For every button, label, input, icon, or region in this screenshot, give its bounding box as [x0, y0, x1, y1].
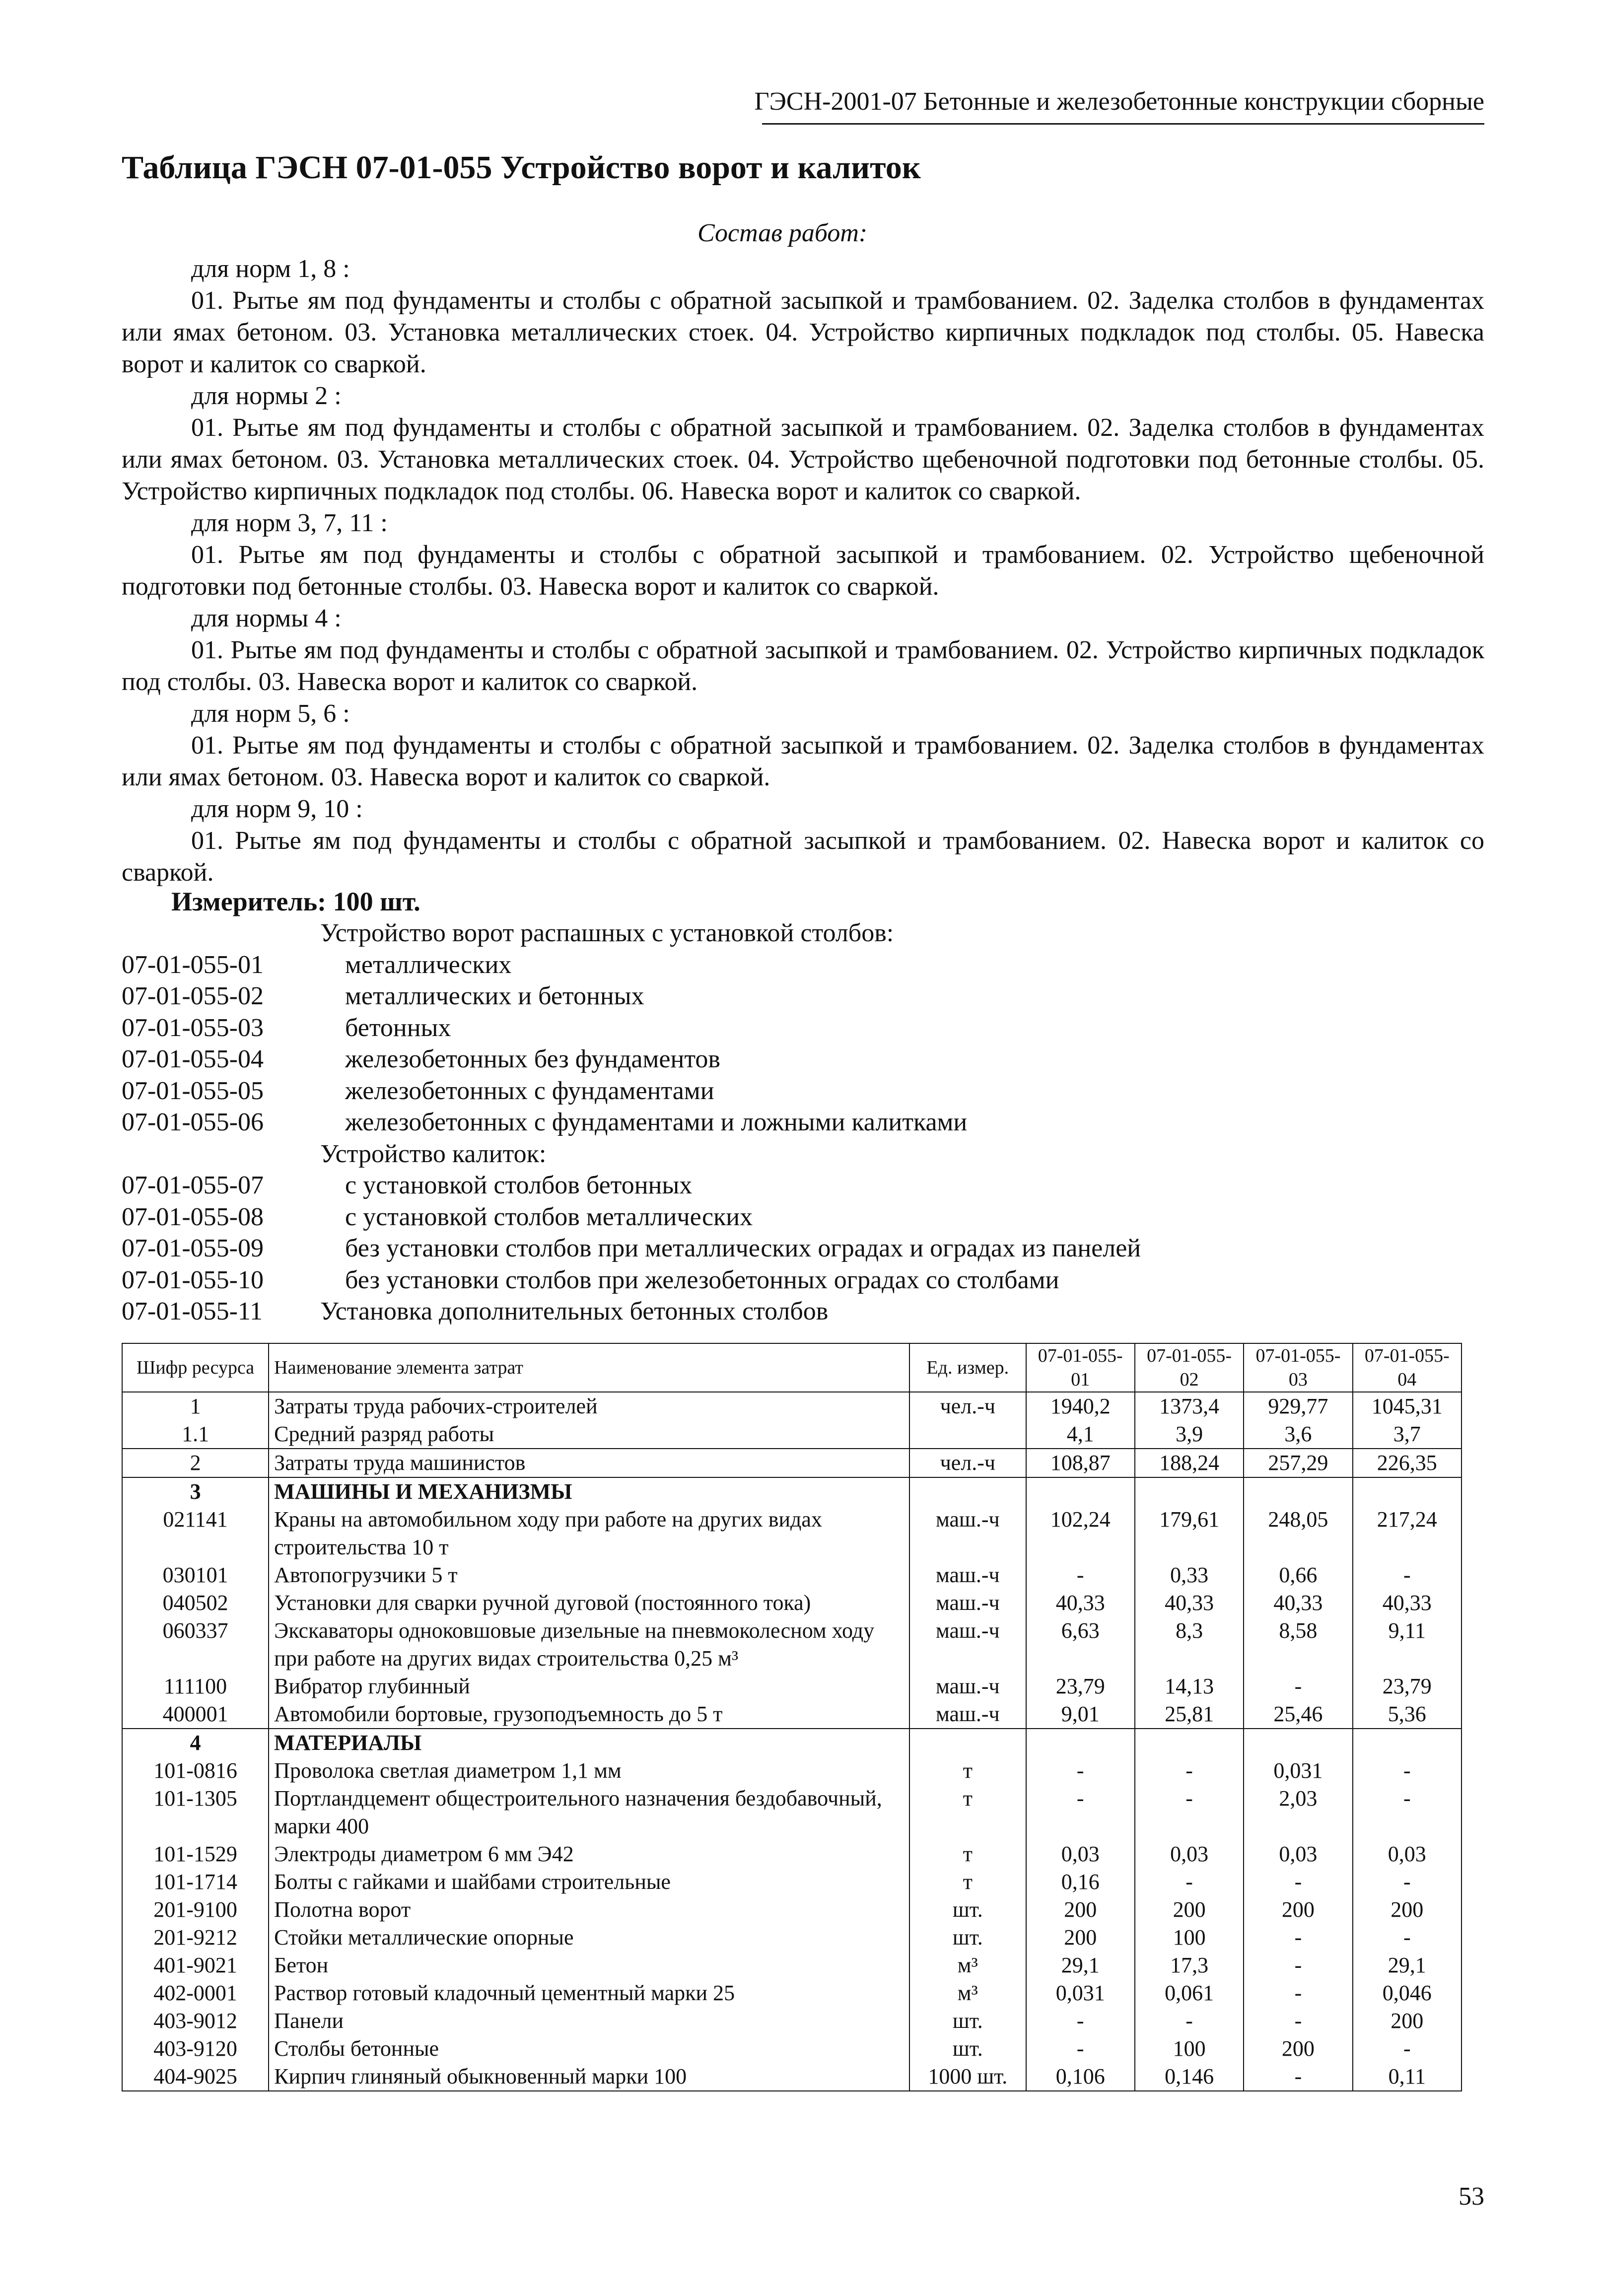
resource-unit: чел.-ч	[909, 1449, 1026, 1477]
table-row	[122, 1617, 1462, 1672]
code-list-item	[122, 1296, 1484, 1327]
resource-value: 0,146	[1135, 2063, 1244, 2091]
table-row	[122, 1672, 1462, 1700]
resource-value: 0,106	[1026, 2063, 1135, 2091]
resource-code: 101-0816	[122, 1757, 269, 1785]
norm-description: Устройство ворот распашных с установкой столбов:	[320, 919, 894, 947]
resource-code: 101-1529	[122, 1840, 269, 1868]
resource-value: 0,03	[1244, 1840, 1352, 1868]
resource-name: Кирпич глиняный обыкновенный марки 100	[269, 2063, 909, 2091]
resource-code: 1	[122, 1392, 269, 1420]
resource-value: 25,81	[1135, 1700, 1244, 1729]
resource-value: 200	[1244, 1896, 1352, 1924]
resource-unit: маш.-ч	[909, 1672, 1026, 1700]
resource-unit: шт.	[909, 2035, 1026, 2063]
resource-value: 29,1	[1353, 1951, 1462, 1979]
works-norm-label: для норм 1, 8 :	[191, 255, 350, 283]
resource-code: 060337	[122, 1617, 269, 1672]
resource-value: 40,33	[1026, 1589, 1135, 1617]
resource-value: 188,24	[1135, 1449, 1244, 1477]
resource-value: 40,33	[1244, 1589, 1352, 1617]
resource-value: 0,03	[1026, 1840, 1135, 1868]
table-row	[122, 1561, 1462, 1589]
resource-code: 030101	[122, 1561, 269, 1589]
code-list	[122, 917, 1484, 1327]
running-header: ГЭСН-2001-07 Бетонные и железобетонные конструкции сборные	[754, 87, 1484, 116]
resource-code: 403-9120	[122, 2035, 269, 2063]
resource-value: 0,031	[1026, 1979, 1135, 2007]
resource-value	[1135, 1477, 1244, 1506]
resource-value: -	[1026, 1561, 1135, 1589]
resource-name: Болты с гайками и шайбами строительные	[269, 1868, 909, 1896]
resource-unit: м³	[909, 1951, 1026, 1979]
resource-value: -	[1353, 1561, 1462, 1589]
table-row	[122, 1589, 1462, 1617]
resource-unit: т	[909, 1840, 1026, 1868]
works-norm-label: для норм 5, 6 :	[191, 699, 350, 728]
table-row	[122, 1449, 1462, 1477]
resource-value: 100	[1135, 2035, 1244, 2063]
resource-value: 0,11	[1353, 2063, 1462, 2091]
code-list-item	[122, 949, 1484, 981]
table-row	[122, 1729, 1462, 1757]
resource-value: 8,3	[1135, 1617, 1244, 1672]
norm-code: 07-01-055-06	[122, 1108, 264, 1136]
resource-unit: маш.-ч	[909, 1506, 1026, 1561]
resource-value	[1353, 1729, 1462, 1757]
resource-value: 200	[1353, 1896, 1462, 1924]
resource-code: 404-9025	[122, 2063, 269, 2091]
table-row	[122, 1757, 1462, 1785]
norm-code: 07-01-055-07	[122, 1171, 264, 1199]
resource-value: 23,79	[1026, 1672, 1135, 1700]
resource-value: 929,77	[1244, 1392, 1352, 1420]
resource-value: 108,87	[1026, 1449, 1135, 1477]
resource-value: 25,46	[1244, 1700, 1352, 1729]
resource-name: Портландцемент общестроительного назначения бездобавочный, марки 400	[269, 1785, 909, 1840]
resource-value	[1026, 1477, 1135, 1506]
resource-value: -	[1244, 1672, 1352, 1700]
resource-unit: т	[909, 1757, 1026, 1785]
code-list-item	[122, 1075, 1484, 1107]
code-list-item	[122, 1138, 1484, 1170]
resource-code: 402-0001	[122, 1979, 269, 2007]
resource-code: 021141	[122, 1506, 269, 1561]
resource-value: 102,24	[1026, 1506, 1135, 1561]
resource-code: 040502	[122, 1589, 269, 1617]
resource-unit: шт.	[909, 1924, 1026, 1951]
resource-value: 1045,31	[1353, 1392, 1462, 1420]
resource-value: -	[1244, 1951, 1352, 1979]
resource-unit	[909, 1477, 1026, 1506]
resource-value: -	[1353, 1757, 1462, 1785]
works-norm-label: для норм 9, 10 :	[191, 795, 363, 823]
code-list-item	[122, 1233, 1484, 1264]
resource-value: 40,33	[1135, 1589, 1244, 1617]
header-norm-04: 07-01-055-04	[1353, 1343, 1462, 1392]
norm-description: железобетонных с фундаментами	[345, 1076, 714, 1105]
resource-value: -	[1135, 1868, 1244, 1896]
resource-value: 200	[1353, 2007, 1462, 2035]
resource-value: 248,05	[1244, 1506, 1352, 1561]
code-list-item	[122, 917, 1484, 949]
resource-name: Проволока светлая диаметром 1,1 мм	[269, 1757, 909, 1785]
table-row	[122, 1477, 1462, 1506]
resource-name: Стойки металлические опорные	[269, 1924, 909, 1951]
resource-value: -	[1026, 2007, 1135, 2035]
table-row	[122, 1420, 1462, 1449]
header-norm-02: 07-01-055-02	[1135, 1343, 1244, 1392]
resource-value: 3,9	[1135, 1420, 1244, 1449]
norm-code: 07-01-055-08	[122, 1202, 264, 1231]
code-list-item	[122, 1012, 1484, 1044]
resource-unit: маш.-ч	[909, 1700, 1026, 1729]
resource-code: 201-9100	[122, 1896, 269, 1924]
norm-code: 07-01-055-03	[122, 1013, 264, 1042]
resource-unit: маш.-ч	[909, 1617, 1026, 1672]
code-list-item	[122, 1264, 1484, 1296]
resource-value: 200	[1244, 2035, 1352, 2063]
resource-value: -	[1244, 1979, 1352, 2007]
norm-description: без установки столбов при железобетонных оградах со столбами	[345, 1265, 1059, 1294]
header-code: Шифр ресурса	[122, 1343, 269, 1392]
works-norm-label: для нормы 2 :	[191, 382, 342, 410]
resource-unit	[909, 1729, 1026, 1757]
resource-unit: 1000 шт.	[909, 2063, 1026, 2091]
works-norm-text: 01. Рытье ям под фундаменты и столбы с обратной засыпкой и трамбованием. 02. Устройство щебеночной подготовки под бетонные столбы. 03. Навеска ворот и калиток со сваркой.	[122, 541, 1484, 601]
resource-value: 6,63	[1026, 1617, 1135, 1672]
resource-name: Бетон	[269, 1951, 909, 1979]
norm-description: с установкой столбов бетонных	[345, 1171, 693, 1199]
code-list-item	[122, 1201, 1484, 1233]
resource-code: 101-1714	[122, 1868, 269, 1896]
header-norm-03: 07-01-055-03	[1244, 1343, 1352, 1392]
resource-name: Средний разряд работы	[269, 1420, 909, 1449]
resource-name: Краны на автомобильном ходу при работе на других видах строительства 10 т	[269, 1506, 909, 1561]
norm-code: 07-01-055-11	[122, 1297, 263, 1325]
resource-name: Панели	[269, 2007, 909, 2035]
resource-value: -	[1026, 2035, 1135, 2063]
norm-description: бетонных	[345, 1013, 451, 1042]
resource-value: 0,046	[1353, 1979, 1462, 2007]
resource-value: -	[1353, 1924, 1462, 1951]
table-body	[122, 1392, 1462, 2091]
resource-table	[122, 1343, 1462, 2091]
norm-code: 07-01-055-04	[122, 1045, 264, 1073]
table-row	[122, 2007, 1462, 2035]
code-list-item	[122, 980, 1484, 1012]
resource-unit: шт.	[909, 2007, 1026, 2035]
resource-name: Затраты труда машинистов	[269, 1449, 909, 1477]
resource-value: 4,1	[1026, 1420, 1135, 1449]
resource-value: -	[1135, 1785, 1244, 1840]
resource-value: 217,24	[1353, 1506, 1462, 1561]
resource-name: Затраты труда рабочих-строителей	[269, 1392, 909, 1420]
resource-name: Электроды диаметром 6 мм Э42	[269, 1840, 909, 1868]
table-row	[122, 1506, 1462, 1561]
resource-value: 0,33	[1135, 1561, 1244, 1589]
resource-value: 100	[1135, 1924, 1244, 1951]
table-row	[122, 1868, 1462, 1896]
resource-value	[1026, 1729, 1135, 1757]
norm-description: железобетонных с фундаментами и ложными калитками	[345, 1108, 968, 1136]
table-row	[122, 1785, 1462, 1840]
table-row	[122, 1392, 1462, 1420]
norm-code	[122, 917, 320, 949]
resource-value	[1353, 1477, 1462, 1506]
resource-value: 2,03	[1244, 1785, 1352, 1840]
norm-code: 07-01-055-09	[122, 1234, 264, 1262]
norm-description: металлических и бетонных	[345, 982, 644, 1010]
resource-value: 9,01	[1026, 1700, 1135, 1729]
resource-value: 200	[1026, 1896, 1135, 1924]
works-norm-label: для нормы 4 :	[191, 604, 342, 632]
resource-unit: т	[909, 1785, 1026, 1840]
table-title: Таблица ГЭСН 07-01-055 Устройство ворот и калиток	[122, 149, 921, 186]
norm-code: 07-01-055-01	[122, 950, 264, 979]
resource-value: 40,33	[1353, 1589, 1462, 1617]
resource-name: Полотна ворот	[269, 1896, 909, 1924]
code-list-item	[122, 1170, 1484, 1201]
table-header-row	[122, 1343, 1462, 1392]
resource-value: 226,35	[1353, 1449, 1462, 1477]
resource-value: -	[1353, 2035, 1462, 2063]
norm-description: Устройство калиток:	[320, 1139, 547, 1168]
resource-value: 23,79	[1353, 1672, 1462, 1700]
resource-unit: шт.	[909, 1896, 1026, 1924]
norm-code: 07-01-055-02	[122, 982, 264, 1010]
resource-unit: т	[909, 1868, 1026, 1896]
table-row	[122, 1700, 1462, 1729]
header-name: Наименование элемента затрат	[269, 1343, 909, 1392]
resource-unit: маш.-ч	[909, 1561, 1026, 1589]
table-row	[122, 1924, 1462, 1951]
resource-value: 29,1	[1026, 1951, 1135, 1979]
works-norm-text: 01. Рытье ям под фундаменты и столбы с обратной засыпкой и трамбованием. 02. Устройство кирпичных подкладок под столбы. 03. Навеска ворот и калиток со сваркой.	[122, 636, 1484, 696]
works-norm-text: 01. Рытье ям под фундаменты и столбы с обратной засыпкой и трамбованием. 02. Заделка столбов в фундаментах или ямах бетоном. 03. Навеска ворот и калиток со сваркой.	[122, 731, 1484, 791]
resource-value: 3,6	[1244, 1420, 1352, 1449]
norm-code: 07-01-055-10	[122, 1265, 264, 1294]
works-list	[122, 253, 1484, 889]
resource-code: 401-9021	[122, 1951, 269, 1979]
norm-description: без установки столбов при металлических оградах и оградах из панелей	[345, 1234, 1141, 1262]
resource-value	[1244, 1477, 1352, 1506]
norm-description: металлических	[345, 950, 512, 979]
resource-code: 1.1	[122, 1420, 269, 1449]
resource-value: 8,58	[1244, 1617, 1352, 1672]
resource-name: Столбы бетонные	[269, 2035, 909, 2063]
works-norm-text: 01. Рытье ям под фундаменты и столбы с обратной засыпкой и трамбованием. 02. Навеска ворот и калиток со сваркой.	[122, 827, 1484, 887]
resource-value: 0,061	[1135, 1979, 1244, 2007]
resource-name: Установки для сварки ручной дуговой (постоянного тока)	[269, 1589, 909, 1617]
resource-name: МАТЕРИАЛЫ	[269, 1729, 909, 1757]
resource-value: -	[1135, 1757, 1244, 1785]
norm-description: Установка дополнительных бетонных столбов	[320, 1297, 829, 1325]
resource-value: 0,031	[1244, 1757, 1352, 1785]
table-row	[122, 1840, 1462, 1868]
resource-unit: маш.-ч	[909, 1589, 1026, 1617]
works-norm-label: для норм 3, 7, 11 :	[191, 509, 388, 537]
table-row	[122, 1951, 1462, 1979]
resource-value: 3,7	[1353, 1420, 1462, 1449]
table-row	[122, 1896, 1462, 1924]
resource-code: 201-9212	[122, 1924, 269, 1951]
resource-value: -	[1353, 1785, 1462, 1840]
norm-code	[122, 1138, 320, 1170]
resource-value: 1940,2	[1026, 1392, 1135, 1420]
table-row	[122, 1979, 1462, 2007]
composition-heading: Состав работ:	[697, 219, 868, 247]
code-list-item	[122, 1044, 1484, 1075]
resource-value: 1373,4	[1135, 1392, 1244, 1420]
resource-value: 0,03	[1135, 1840, 1244, 1868]
works-norm-text: 01. Рытье ям под фундаменты и столбы с обратной засыпкой и трамбованием. 02. Заделка столбов в фундаментах или ямах бетоном. 03. Установка металлических стоек. 04. Устройство кирпичных подкладок под столбы. 05. Навеска ворот и калиток со сваркой.	[122, 286, 1484, 378]
norm-description: с установкой столбов металлических	[345, 1202, 753, 1231]
code-list-item	[122, 1107, 1484, 1138]
resource-value: 14,13	[1135, 1672, 1244, 1700]
resource-value: -	[1244, 1868, 1352, 1896]
resource-name: Вибратор глубинный	[269, 1672, 909, 1700]
resource-name: МАШИНЫ И МЕХАНИЗМЫ	[269, 1477, 909, 1506]
resource-value: 0,16	[1026, 1868, 1135, 1896]
resource-value: -	[1244, 2063, 1352, 2091]
resource-value: -	[1026, 1785, 1135, 1840]
resource-unit: м³	[909, 1979, 1026, 2007]
resource-name: Экскаваторы одноковшовые дизельные на пневмоколесном ходу при работе на других видах строительства 0,25 м³	[269, 1617, 909, 1672]
resource-value: 0,66	[1244, 1561, 1352, 1589]
page-number: 53	[1459, 2182, 1484, 2211]
table-row	[122, 2063, 1462, 2091]
norm-description: железобетонных без фундаментов	[345, 1045, 720, 1073]
resource-value: -	[1353, 1868, 1462, 1896]
meter: Измеритель: 100 шт.	[171, 887, 420, 916]
norm-code: 07-01-055-05	[122, 1076, 264, 1105]
resource-name: Автомобили бортовые, грузоподъемность до 5 т	[269, 1700, 909, 1729]
resource-unit: чел.-ч	[909, 1392, 1026, 1420]
resource-value: 0,03	[1353, 1840, 1462, 1868]
resource-value: -	[1244, 1924, 1352, 1951]
header-norm-01: 07-01-055-01	[1026, 1343, 1135, 1392]
resource-code: 4	[122, 1729, 269, 1757]
resource-value: 200	[1135, 1896, 1244, 1924]
resource-code: 101-1305	[122, 1785, 269, 1840]
resource-code: 111100	[122, 1672, 269, 1700]
works-norm-text: 01. Рытье ям под фундаменты и столбы с обратной засыпкой и трамбованием. 02. Заделка столбов в фундаментах или ямах бетоном. 03. Установка металлических стоек. 04. Устройство щебеночной подготовки под бетонные столбы. 05. Устройство кирпичных подкладок под столбы. 06. Навеска ворот и калиток со сваркой.	[122, 414, 1484, 505]
resource-value: -	[1026, 1757, 1135, 1785]
resource-code: 400001	[122, 1700, 269, 1729]
resource-code: 2	[122, 1449, 269, 1477]
resource-name: Автопогрузчики 5 т	[269, 1561, 909, 1589]
resource-value: 17,3	[1135, 1951, 1244, 1979]
resource-name: Раствор готовый кладочный цементный марки 25	[269, 1979, 909, 2007]
resource-value: 9,11	[1353, 1617, 1462, 1672]
resource-value: -	[1135, 2007, 1244, 2035]
header-unit: Ед. измер.	[909, 1343, 1026, 1392]
resource-value: 200	[1026, 1924, 1135, 1951]
resource-code: 3	[122, 1477, 269, 1506]
resource-value: 257,29	[1244, 1449, 1352, 1477]
resource-code: 403-9012	[122, 2007, 269, 2035]
header-rule	[762, 123, 1484, 125]
resource-unit	[909, 1420, 1026, 1449]
table-row	[122, 2035, 1462, 2063]
resource-value: 179,61	[1135, 1506, 1244, 1561]
resource-value: 5,36	[1353, 1700, 1462, 1729]
resource-value	[1135, 1729, 1244, 1757]
resource-value: -	[1244, 2007, 1352, 2035]
resource-value	[1244, 1729, 1352, 1757]
